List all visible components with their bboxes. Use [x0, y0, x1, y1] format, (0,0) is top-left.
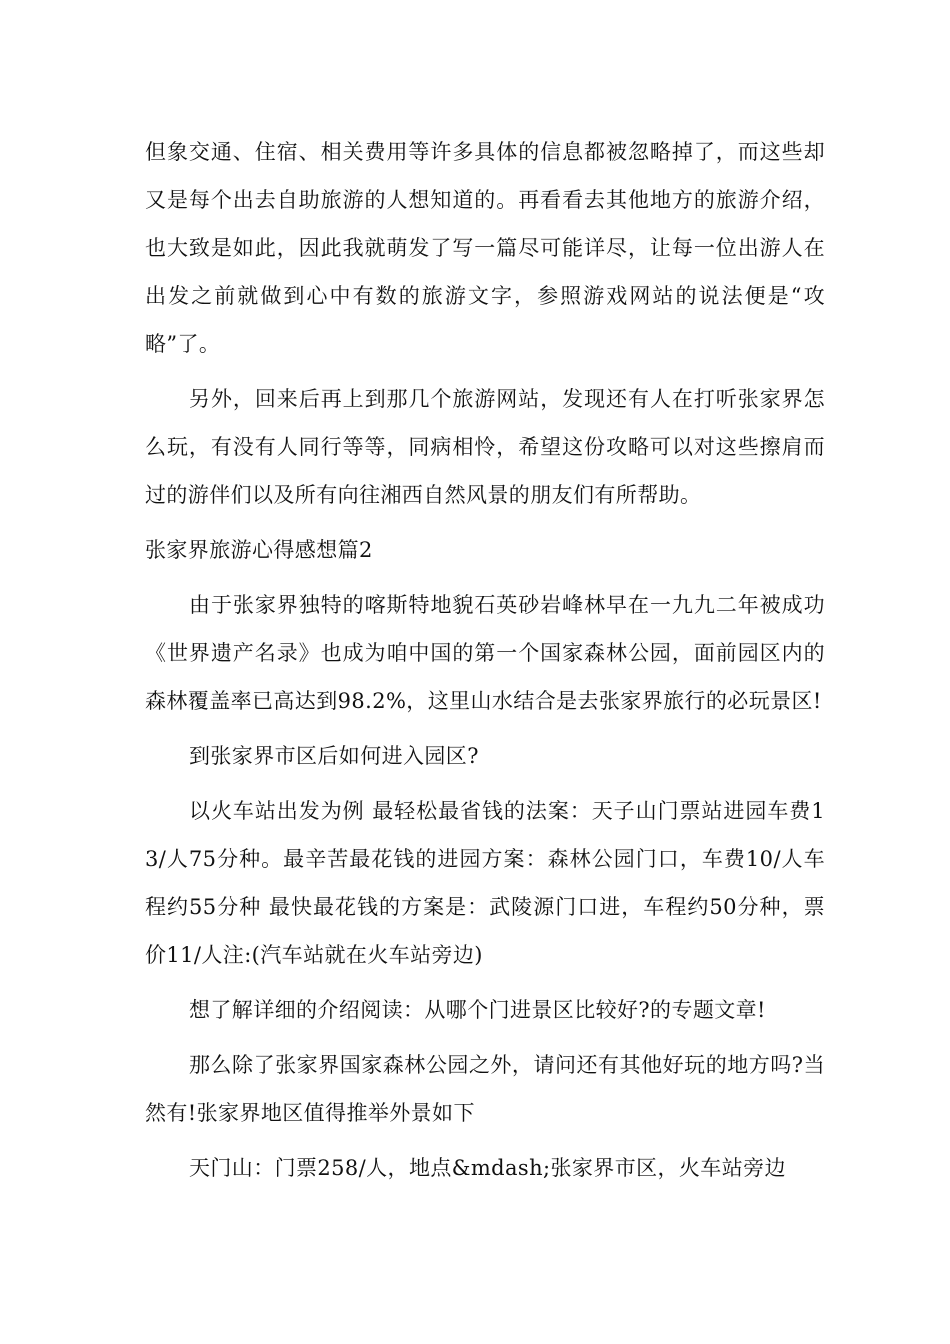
- paragraph-6: 想了解详细的介绍阅读：从哪个门进景区比较好?的专题文章!: [189, 998, 766, 1022]
- paragraph-1: 但象交通、住宿、相关费用等许多具体的信息都被忽略掉了，而这些却又是每个出去自助旅游的人想知道的。再看看去其他地方的旅游介绍，也大致是如此，因此我就萌发了写一篇尽可能详尽，让每一位出游人在出发之前就做到心中有数的旅游文字，参照游戏网站的说法便是“攻略”了。: [145, 140, 825, 356]
- paragraph-5: 以火车站出发为例 最轻松最省钱的法案：天子山门票站进园车费13/人75分种。最辛苦最花钱的进园方案：森林公园门口，车费10/人车程约55分种 最快最花钱的方案是：武陵源门口进，车程约50分种，票价11/人注:(汽车站就在火车站旁边): [145, 799, 825, 967]
- section-heading: 张家界旅游心得感想篇2: [145, 538, 373, 562]
- document-body: [145, 128, 825, 1199]
- paragraph-4: 到张家界市区后如何进入园区?: [189, 744, 479, 768]
- paragraph-8: 天门山：门票258/人，地点&mdash;张家界市区，火车站旁边: [189, 1156, 786, 1180]
- paragraph-7: 那么除了张家界国家森林公园之外，请问还有其他好玩的地方吗?当然有!张家界地区值得推举外景如下: [145, 1053, 825, 1125]
- paragraph-3: 由于张家界独特的喀斯特地貌石英砂岩峰林早在一九九二年被成功《世界遗产名录》也成为咱中国的第一个国家森林公园，面前园区内的森林覆盖率已高达到98.2%，这里山水结合是去张家界旅行的必玩景区!: [145, 593, 825, 713]
- paragraph-2: 另外，回来后再上到那几个旅游网站，发现还有人在打听张家界怎么玩，有没有人同行等等，同病相怜，希望这份攻略可以对这些擦肩而过的游伴们以及所有向往湘西自然风景的朋友们有所帮助。: [145, 387, 825, 507]
